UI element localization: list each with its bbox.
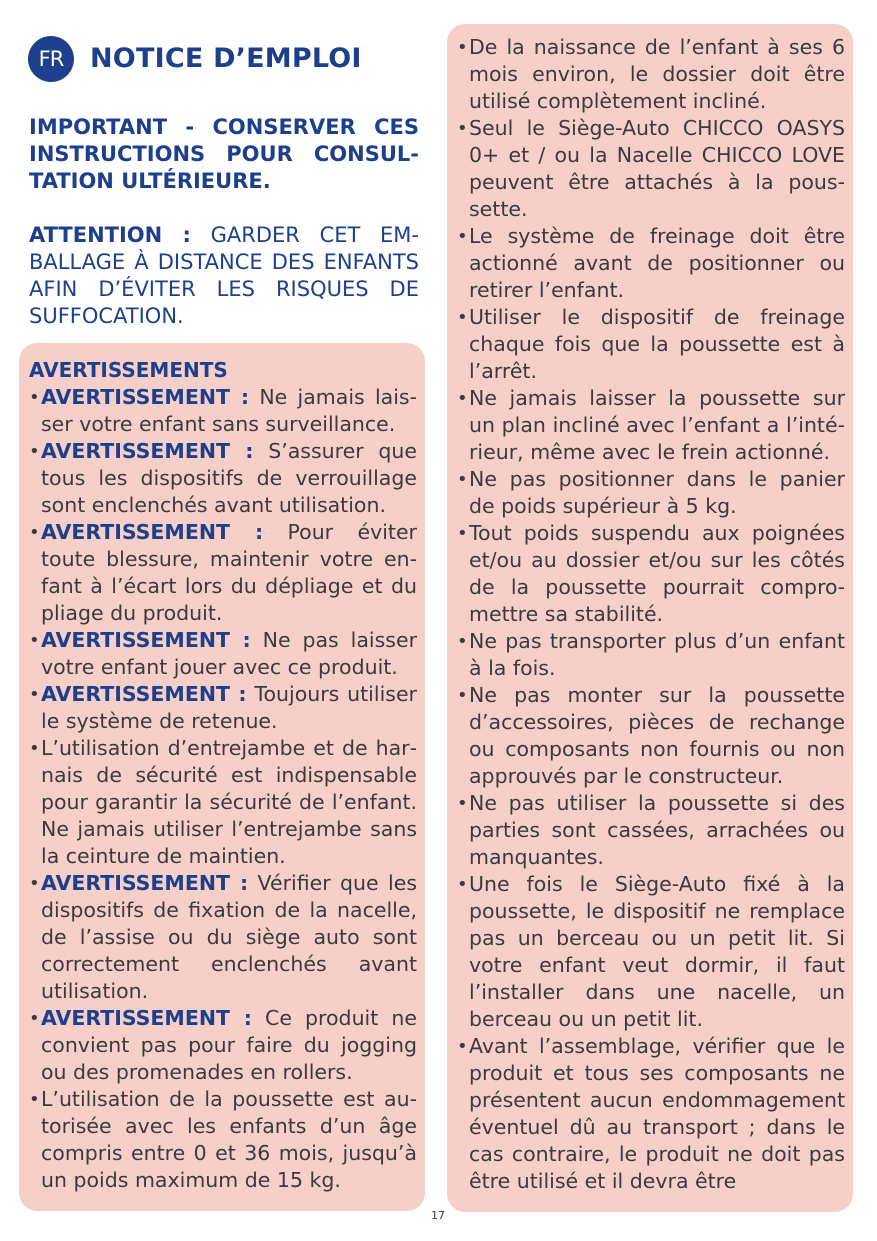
bullet-icon: • [29,1089,40,1110]
bullet-icon: • [29,630,40,651]
bullet-icon: • [29,522,40,543]
bullet-icon: • [457,874,468,895]
list-item [457,385,845,466]
item-text: Seul le Siège-Auto CHICCO OASYS 0+ et / ou la Nacelle CHICCO LOVE peuvent être attachés à la poussette. [469,116,845,221]
item-text: De la naissance de l’enfant à ses 6 mois environ, le dossier doit être utilisé complètement incliné. [469,35,845,113]
bullet-icon: • [29,387,40,408]
warnings-list [29,384,417,1194]
item-text: Toujours utiliser le système de retenue. [41,682,417,733]
list-item [29,681,417,735]
item-text: Le système de freinage doit être actionné avant de positionner ou retirer l’enfant. [469,224,845,302]
list-item [457,1033,845,1195]
item-text: Avant l’assemblage, vérifier que le produit et tous ses composants ne présentent aucun endommagement éventuel dû au transport ; dans le cas contraire, le produit ne doit pas être utilisé et il devra être [469,1034,845,1193]
item-text: Ne pas transporter plus d’un enfant à la fois. [469,629,845,680]
warning-label: AVERTISSEMENT : [41,439,254,463]
list-item [457,790,845,871]
instructions-list [457,34,845,1195]
warning-label: AVERTISSEMENT : [41,871,249,895]
bullet-icon: • [29,1008,40,1029]
important-notice: IMPORTANT - CONSERVER CES INSTRUCTIONS POUR CONSULTATION ULTÉRIEURE. [29,115,419,193]
bullet-icon: • [457,523,468,544]
list-item [457,682,845,790]
item-text: S’assurer que tous les dispositifs de verrouillage sont enclenchés avant utilisation. [41,439,417,517]
list-item [457,115,845,223]
bullet-icon: • [457,307,468,328]
item-text: Ce produit ne convient pas pour faire du jogging ou des promenades en rollers. [41,1006,417,1084]
item-text: Ne jamais laisser la poussette sur un plan incliné avec l’enfant a l’intérieur, même avec le frein actionné. [469,386,845,464]
list-item [457,628,845,682]
bullet-icon: • [29,873,40,894]
bullet-icon: • [457,469,468,490]
warning-label: AVERTISSEMENT : [41,1006,252,1030]
item-text: Tout poids suspendu aux poignées et/ou au dossier et/ou sur les côtés de la poussette pourrait compromettre sa stabilité. [469,521,845,626]
bullet-icon: • [457,226,468,247]
list-item [29,870,417,1005]
item-text: Ne jamais laisser votre enfant sans surveillance. [41,385,417,436]
item-text: L’utilisation d’entrejambe et de harnais de sécurité est indispensable pour garantir la sécurité de l’enfant. Ne jamais utiliser l’entrejambe sans la ceinture de maintien. [41,736,417,868]
item-text: Ne pas utiliser la poussette si des parties sont cassées, arrachées ou manquantes. [469,791,845,869]
item-text: Ne pas laisser votre enfant jouer avec ce produit. [41,628,417,679]
attention-text: GARDER CET EMBALLAGE À DISTANCE DES ENFANTS AFIN D’ÉVITER LES RISQUES DE SUFFOCATION. [29,223,419,328]
list-item [29,735,417,870]
list-item [29,384,417,438]
attention-notice [29,222,419,330]
language-badge: FR [28,36,74,82]
item-text: Utiliser le dispositif de freinage chaque fois que la poussette est à l’arrêt. [469,305,845,383]
bullet-icon: • [457,631,468,652]
warnings-panel [19,343,425,1211]
list-item [29,1086,417,1194]
attention-label: ATTENTION : [29,223,191,247]
bullet-icon: • [457,1036,468,1057]
warning-label: AVERTISSEMENT : [41,628,251,652]
list-item [457,304,845,385]
instructions-panel [447,24,853,1212]
item-text: Vérifier que les dispositifs de fixation de la nacelle, de l’assise ou du siège auto sont correctement enclenchés avant utilisation. [41,871,418,1003]
bullet-icon: • [457,793,468,814]
list-item [457,34,845,115]
item-text: Pour éviter toute blessure, maintenir votre enfant à l’écart lors du dépliage et du pliage du produit. [41,520,417,625]
bullet-icon: • [457,388,468,409]
list-item [457,223,845,304]
warnings-title: AVERTISSEMENTS [29,358,228,382]
bullet-icon: • [457,37,468,58]
bullet-icon: • [29,738,40,759]
page-number: 17 [431,1209,445,1222]
bullet-icon: • [29,684,40,705]
item-text: Ne pas positionner dans le panier de poids supérieur à 5 kg. [469,467,845,518]
item-text: L’utilisation de la poussette est autorisée avec les enfants d’un âge compris entre 0 et 36 mois, jusqu’à un poids maximum de 15 kg. [41,1087,417,1192]
item-text: Ne pas monter sur la poussette d’accessoires, pièces de rechange ou composants non fournis ou non approuvés par le constructeur. [469,683,845,788]
bullet-icon: • [29,441,40,462]
list-item [29,519,417,627]
list-item [457,520,845,628]
page-title: NOTICE D’EMPLOI [90,43,362,74]
list-item [457,466,845,520]
list-item [457,871,845,1033]
list-item [29,438,417,519]
bullet-icon: • [457,118,468,139]
warning-label: AVERTISSEMENT : [41,520,264,544]
warning-label: AVERTISSEMENT : [41,682,247,706]
list-item [29,627,417,681]
warning-label: AVERTISSEMENT : [41,385,250,409]
list-item [29,1005,417,1086]
bullet-icon: • [457,685,468,706]
item-text: Une fois le Siège-Auto fixé à la poussette, le dispositif ne remplace pas un berceau ou un petit lit. Si votre enfant veut dormir, il faut l’installer dans une nacelle, un berceau ou un petit lit. [469,872,845,1031]
